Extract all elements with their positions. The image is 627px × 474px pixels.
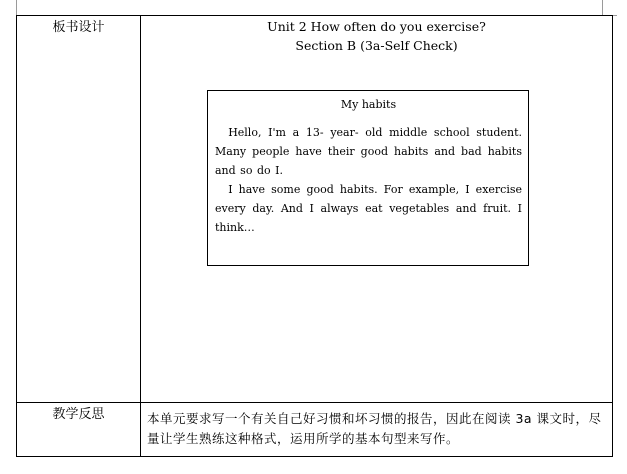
habits-title: My habits — [340, 98, 397, 111]
reflection-content — [141, 403, 613, 457]
crop-mark-right-vertical — [602, 0, 603, 16]
board-design-label: 板书设计 — [17, 16, 141, 403]
reflection-text: 本单元要求写一个有关自己好习惯和坏习惯的报告，因此在阅读 3a 课文时，尽量让学生熟练这种格式，运用所学的基本句型来写作。 — [147, 411, 602, 446]
board-design-content — [141, 16, 613, 403]
habits-paragraph-2: I have some good habits. For example, I exercise every day. And I always eat vegetables and fruit. I think… — [215, 183, 522, 234]
unit-heading — [141, 16, 612, 55]
section-title: Section B (3a-Self Check) — [295, 38, 458, 53]
table-row-reflection — [17, 403, 613, 457]
crop-mark-left — [16, 0, 17, 16]
unit-title: Unit 2 How often do you exercise? — [267, 19, 486, 34]
reflection-label: 教学反思 — [17, 403, 141, 457]
habits-text-box — [207, 90, 529, 266]
table-row-board-design — [17, 16, 613, 403]
lesson-plan-table — [16, 15, 613, 457]
habits-paragraph-1: Hello, I'm a 13- year- old middle school student. Many people have their good habits and bad habits and so do I. — [215, 126, 522, 177]
